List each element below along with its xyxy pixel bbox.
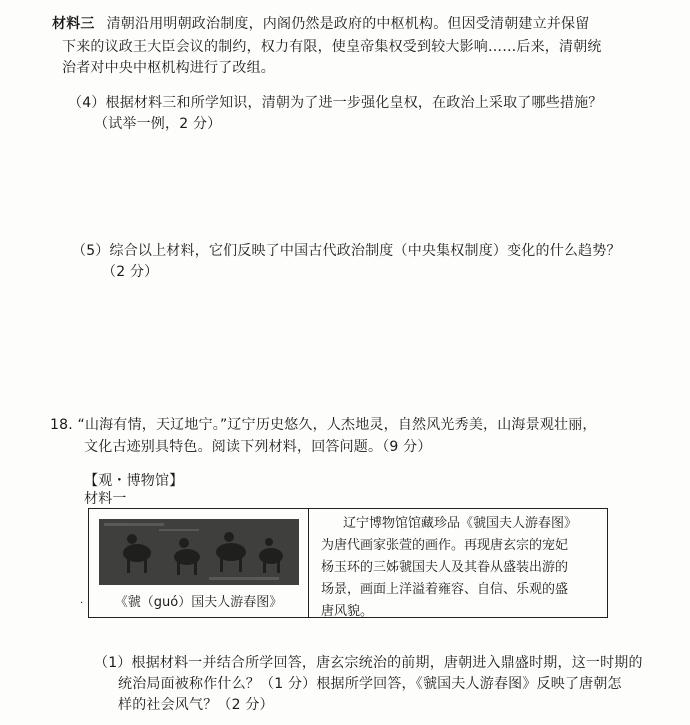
painting-caption: 《虢（guó）国夫人游春图》 bbox=[114, 595, 283, 610]
material3-label: 材料三 bbox=[52, 16, 95, 32]
q18-1-line-2: 统治局面被称作什么？（1 分）根据所学回答，《虢国夫人游春图》反映了唐朝怎 bbox=[118, 676, 622, 692]
material3-line-2: 下来的议政王大臣会议的制约，权力有限，使皇帝集权受到较大影响……后来，清朝统 bbox=[62, 39, 602, 55]
q18-line-2: 文化古迹别具特色。阅读下列材料，回答问题。（9 分） bbox=[84, 439, 432, 455]
q18-line-1: 18. “山海有情，天辽地宁。”辽宁历史悠久，人杰地灵，自然风光秀美，山海景观壮丽， bbox=[50, 417, 597, 433]
section-heading: 【观・博物馆】 bbox=[84, 473, 184, 489]
material1-label: 材料一 bbox=[84, 491, 127, 507]
material3-line-1 bbox=[52, 14, 589, 34]
material3-line-3: 治者对中央中枢机构进行了改组。 bbox=[62, 60, 275, 76]
material3-text-1: 清朝沿用明朝政治制度，内阁仍然是政府的中枢机构。但因受清朝建立并保留 bbox=[106, 16, 590, 32]
description-line-3: 杨玉环的三姊虢国夫人及其眷从盛装出游的 bbox=[321, 560, 569, 575]
margin-dot: · bbox=[80, 598, 84, 609]
q18-1-line-1: （1）根据材料一并结合所学回答，唐玄宗统治的前期，唐朝进入鼎盛时期，这一时期的 bbox=[94, 655, 643, 671]
q5-line-2: （2 分） bbox=[102, 264, 159, 280]
q5-line-1: （5）综合以上材料，它们反映了中国古代政治制度（中央集权制度）变化的什么趋势？ bbox=[72, 243, 621, 259]
q4-line-2: （试举一例，2 分） bbox=[94, 116, 222, 132]
description-line-2: 为唐代画家张萱的画作。再现唐玄宗的宠妃 bbox=[321, 538, 569, 553]
q18-1-line-3: 样的社会风气？（2 分） bbox=[118, 697, 274, 713]
table-divider bbox=[308, 509, 309, 617]
description-line-4: 场景，画面上洋溢着雍容、自信、乐观的盛 bbox=[321, 582, 569, 597]
q4-line-1: （4）根据材料三和所学知识，清朝为了进一步强化皇权，在政治上采取了哪些措施？ bbox=[68, 95, 603, 111]
material1-table bbox=[88, 508, 608, 618]
description-line-5: 唐风貌。 bbox=[321, 604, 374, 619]
description-line-1: 辽宁博物馆馆藏珍品《虢国夫人游春图》 bbox=[343, 516, 578, 531]
painting-image bbox=[99, 519, 299, 585]
painting-description bbox=[321, 513, 603, 623]
